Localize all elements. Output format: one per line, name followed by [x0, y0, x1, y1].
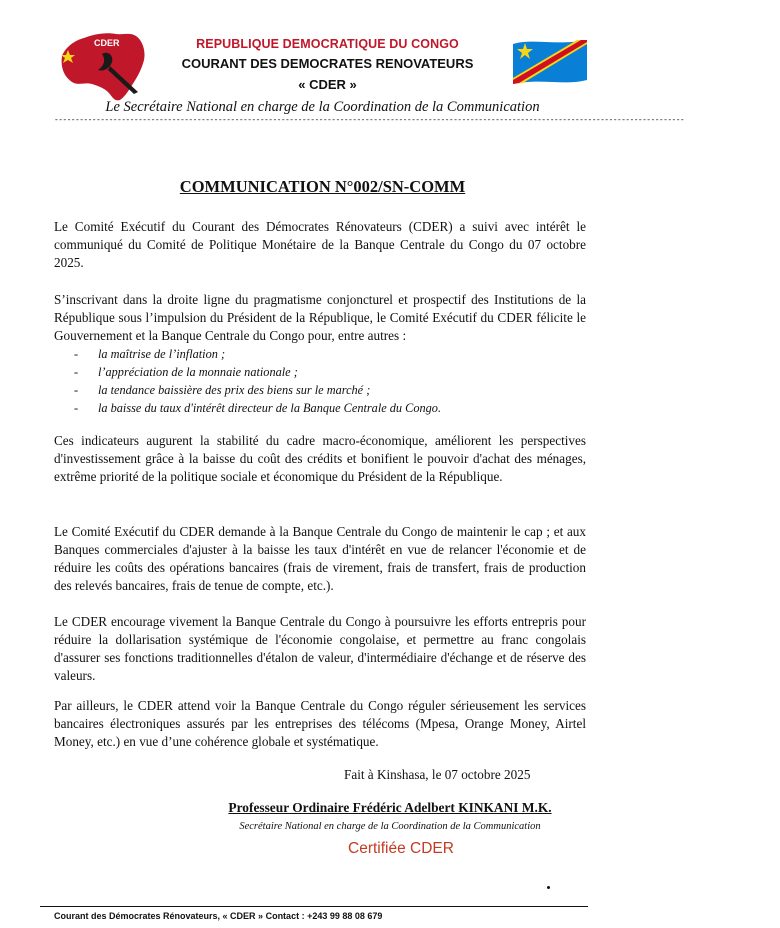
list-marker: - [74, 401, 79, 415]
paragraph-dedollarisation: Le CDER encourage vivement la Banque Centrale du Congo à poursuivre les efforts entrepris pour réduire la dollarisation systémique de l'économie congolaise, et permettre au franc congolais d'assurer ses fonctions traditionnelles d'étalon de valeur, d'intermédiaire d'échange et de réserve des valeurs. [54, 614, 586, 683]
drc-flag-icon [511, 36, 589, 86]
header-party-name: COURANT DES DEMOCRATES RENOVATEURS [181, 56, 474, 71]
paragraph-electronic-banking: Par ailleurs, le CDER attend voir la Banque Centrale du Congo réguler sérieusement les services bancaires électroniques assurés par les entreprises des télécoms (Mpesa, Orange Money, Airtel Money, etc.) en vue d’une cohérence globale et systématique. [54, 698, 586, 749]
list-item: - la tendance baissière des prix des biens sur le marché ; [74, 383, 371, 397]
header-country: REPUBLIQUE DEMOCRATIQUE DU CONGO [196, 37, 459, 51]
header-subtitle: Le Secrétaire National en charge de la Coordination de la Communication [105, 99, 540, 115]
stray-dot [547, 886, 550, 889]
header-dashed-divider: ------------------------------------------------------------------------------------------------------------------------------------------------------ [54, 116, 685, 125]
signatory-title: Secrétaire National en charge de la Coordination de la Communication [239, 821, 541, 832]
place-date: Fait à Kinshasa, le 07 octobre 2025 [344, 767, 531, 782]
signatory-name: Professeur Ordinaire Frédéric Adelbert KINKANI M.K. [228, 800, 552, 815]
cder-logo [54, 26, 150, 104]
footer-contact: Courant des Démocrates Rénovateurs, « CDER » Contact : +243 99 88 08 679 [54, 911, 383, 921]
logo-text: CDER [94, 38, 120, 48]
paragraph-request: Le Comité Exécutif du CDER demande à la Banque Centrale du Congo de maintenir le cap ; et aux Banques commerciales d'ajuster à la baisse les taux d'intérêt en vue de relancer l'économie et de réduire les coûts des opérations bancaires (frais de virement, frais de transfert, frais de production des relevés bancaires, frais de tenue de compte, etc.). [54, 524, 586, 593]
paragraph-intro: Le Comité Exécutif du Courant des Démocrates Rénovateurs (CDER) a suivi avec intérêt le communiqué du Comité de Politique Monétaire de la Banque Centrale du Congo du 07 octobre 2025. [54, 219, 586, 270]
header-party-acronym: « CDER » [298, 77, 357, 92]
list-item: - l’appréciation de la monnaie nationale ; [74, 365, 298, 379]
achievements-list [74, 345, 441, 417]
list-marker: - [74, 383, 79, 397]
paragraph-indicators: Ces indicateurs augurent la stabilité du cadre macro-économique, améliorent les perspectives d'investissement grâce à la baisse du coût des crédits et bonifient le pouvoir d'achat des ménages, extrême priorité de la politique sociale et économique du Président de la République. [54, 433, 586, 484]
list-marker: - [74, 365, 79, 379]
list-marker: - [74, 347, 79, 361]
footer-divider [40, 906, 588, 907]
list-item: - la baisse du taux d'intérêt directeur de la Banque Centrale du Congo. [74, 401, 442, 415]
certified-stamp: Certifiée CDER [348, 840, 454, 857]
paragraph-congratulations: S’inscrivant dans la droite ligne du pragmatisme conjoncturel et prospectif des Institutions de la République sous l’impulsion du Président de la République, le Comité Exécutif du CDER félicite le Gouvernement et la Banque Centrale du Congo pour, entre autres : [54, 292, 586, 343]
communication-title: COMMUNICATION N°002/SN-COMM [179, 177, 466, 196]
list-item: - la maîtrise de l’inflation ; [74, 347, 226, 361]
